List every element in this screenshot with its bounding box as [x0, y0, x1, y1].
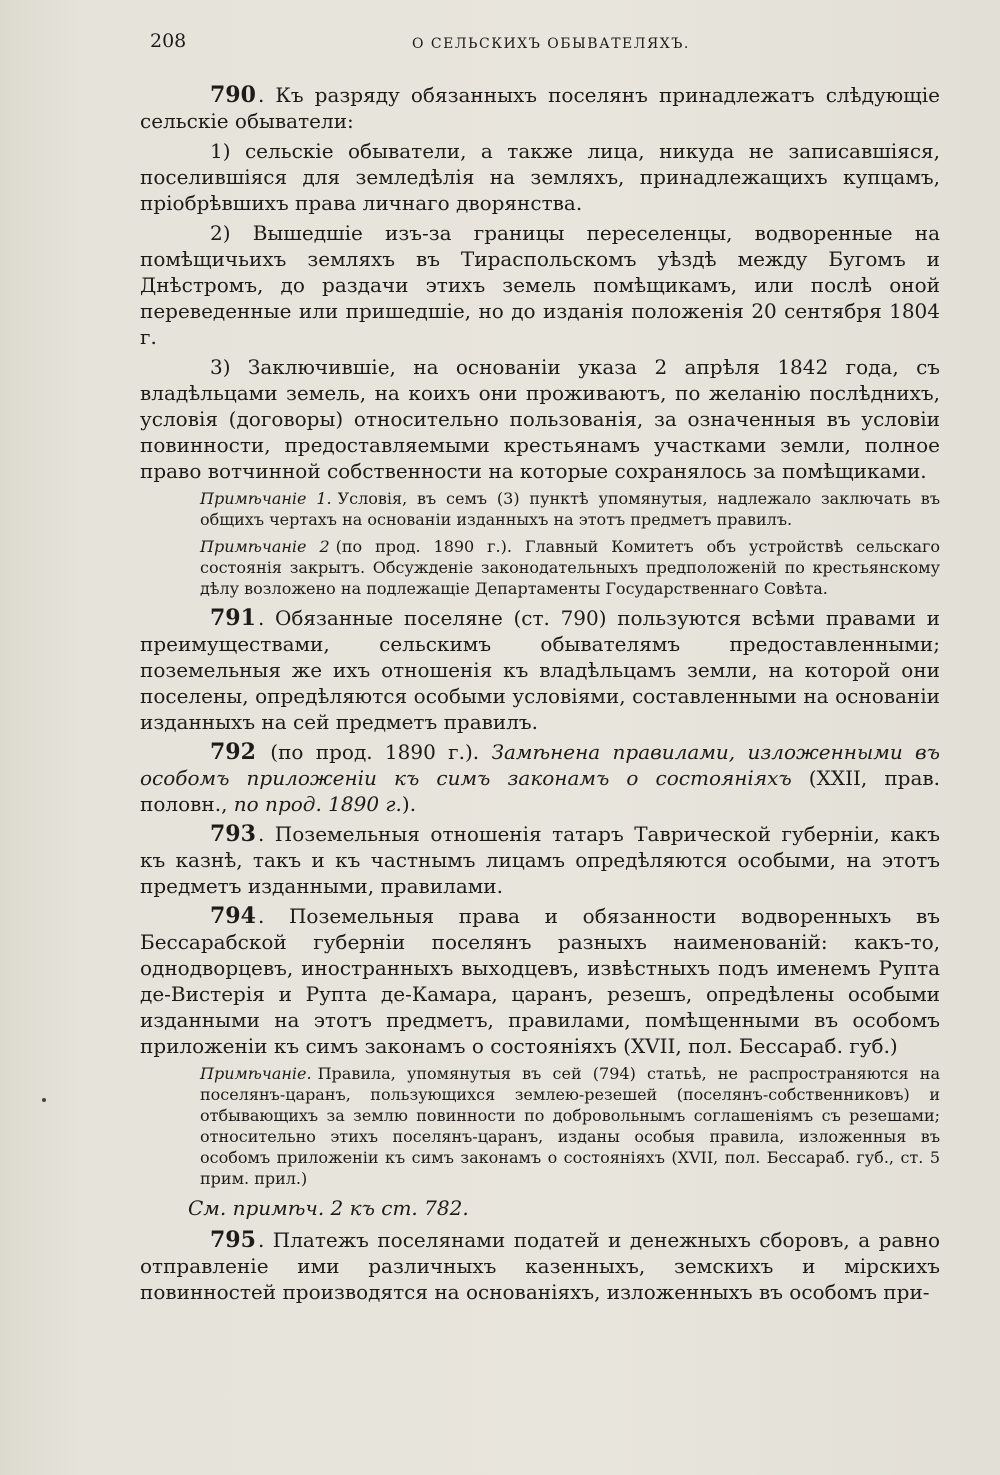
note-text: (по прод. 1890 г.). Главный Комитетъ объ устройствѣ сельскаго состоянія закрытъ. Обсужденіе законодательныхъ предположеній по крестьянскому дѣлу возложено на подлежащіе Департаменты Государственнаго Совѣта.	[200, 537, 941, 598]
article-text: . Обязанные поселяне (ст. 790) пользуются всѣми правами и преимуществами, сельскимъ обывателямъ предоставленными; поземельныя же ихъ отношенія къ владѣльцамъ земли, на которой они поселены, опредѣляются особыми условіями, составленными на основаніи изданныхъ на сей предметъ правилъ.	[140, 606, 940, 734]
note-label: Примѣчаніе 2	[200, 537, 330, 556]
article-text: . Поземельныя права и обязанности водворенныхъ въ Бессарабской губерніи поселянъ разныхъ наименованій: какъ-то, однодворцевъ, иностранныхъ выходцевъ, извѣстныхъ подъ именемъ Рупта де-Вистерія и Рупта де-Камара, царанъ, резешъ, опредѣлены особыми изданными на этотъ предметъ, правилами, помѣщенными въ особомъ приложеніи къ симъ законамъ о состояніяхъ (XVII, пол. Бессараб. губ.)	[140, 904, 940, 1058]
article-text: . Къ разряду обязанныхъ поселянъ принадлежатъ слѣдующіе сельскіе обыватели:	[140, 83, 940, 133]
article-791	[140, 605, 940, 735]
article-text: . Поземельныя отношенія татаръ Таврической губерніи, какъ къ казнѣ, такъ и къ частнымъ лицамъ опредѣляются особыми, на этотъ предметъ изданными, правилами.	[140, 822, 940, 898]
page-number: 208	[150, 30, 187, 52]
article-lead: (по прод. 1890 г.).	[257, 740, 492, 764]
article-790-note-1	[200, 488, 940, 530]
article-number: 791	[210, 605, 256, 631]
article-number: 793	[210, 821, 256, 847]
article-number: 794	[210, 903, 256, 929]
note-text: Правила, упомянутыя въ сей (794) статьѣ, не распространяются на поселянъ-царанъ, пользующихся землею-резешей (поселянъ-собственниковъ) и отбывающихъ за землю повинности по добровольнымъ соглашеніямъ съ резешами; относительно этихъ поселянъ-царанъ, изданы особыя правила, изложенныя въ особомъ приложеніи къ симъ законамъ о состояніяхъ (XVII, пол. Бессараб. губ., ст. 5 прим. прил.)	[200, 1064, 940, 1188]
page-header	[150, 30, 940, 60]
article-795	[140, 1227, 940, 1305]
article-number: 795	[210, 1227, 256, 1253]
article-tail: (XXII, прав. половн.,	[140, 766, 941, 816]
margin-mark	[42, 1098, 46, 1102]
article-italic-text: Замѣнена правилами, изложенными въ особомъ приложеніи къ симъ законамъ о состояніяхъ	[140, 740, 940, 790]
article-792	[140, 739, 940, 817]
article-793	[140, 821, 940, 899]
article-italic-ref: по прод. 1890 г.	[233, 792, 402, 816]
article-text: . Платежъ поселянами податей и денежныхъ сборовъ, а равно отправленіе ими различныхъ казенныхъ, земскихъ и мірскихъ повинностей производятся на основаніяхъ, изложенныхъ въ особомъ при-	[140, 1228, 940, 1304]
article-790-item-1: 1) сельскіе обыватели, а также лица, никуда не записавшіяся, поселившіяся для земледѣлія на земляхъ, принадлежащихъ купцамъ, пріобрѣвшихъ права личнаго дворянства.	[140, 139, 940, 215]
running-title: О СЕЛЬСКИХЪ ОБЫВАТЕЛЯХЪ.	[412, 36, 690, 52]
article-790-note-2	[200, 536, 940, 599]
note-text: Условія, въ семъ (3) пунктѣ упомянутыя, надлежало заключать въ общихъ чертахъ на основаніи изданныхъ на этотъ предметъ правилъ.	[200, 489, 940, 529]
article-794-note	[200, 1063, 940, 1189]
cross-reference: См. примѣч. 2 къ ст. 782.	[188, 1196, 469, 1220]
article-number: 790	[210, 82, 256, 108]
document-body	[140, 82, 940, 1309]
note-label: Примѣчаніе 1.	[200, 489, 332, 508]
article-end: ).	[401, 792, 417, 816]
article-number: 792	[210, 739, 256, 765]
article-794	[140, 903, 940, 1059]
article-790-item-2: 2) Вышедшіе изъ-за границы переселенцы, водворенные на помѣщичьихъ земляхъ въ Тираспольскомъ уѣздѣ между Бугомъ и Днѣстромъ, до раздачи этихъ земель помѣщикамъ, или послѣ оной переведенные или пришедшіе, но до изданія положенія 20 сентября 1804 г.	[140, 221, 940, 349]
article-790	[140, 82, 940, 134]
article-790-item-3: 3) Заключившіе, на основаніи указа 2 апрѣля 1842 года, съ владѣльцами земель, на коихъ они проживаютъ, по желанію послѣднихъ, условія (договоры) относительно пользованія, за означенныя въ условіи повинности, предоставляемыми крестьянамъ участками земли, полное право вотчинной собственности на которые сохранялось за помѣщиками.	[140, 355, 940, 483]
note-label: Примѣчаніе.	[200, 1064, 312, 1083]
